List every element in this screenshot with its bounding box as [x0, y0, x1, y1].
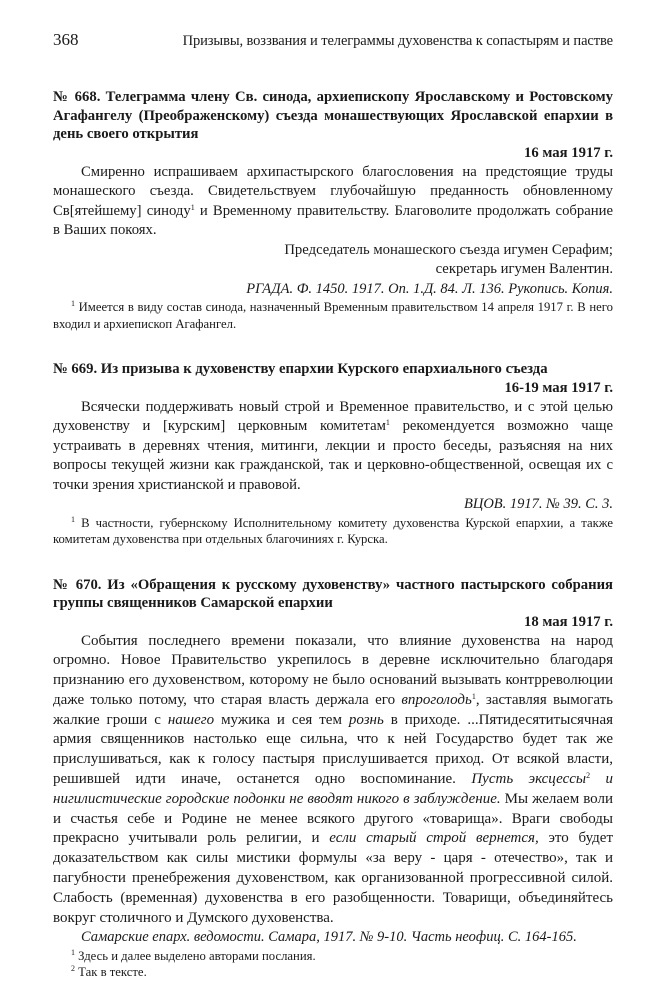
running-header: [53, 30, 613, 50]
footnote-ref: 2: [586, 771, 591, 781]
signature: секретарь игумен Валентин.: [435, 261, 613, 277]
document-title: № 668. Телеграмма члену Св. синода, архиепископу Ярославскому и Ростовскому Агафангелу (Преображенскому) съезда монашествующих Ярославской епархии в день своего открытия: [53, 89, 613, 142]
archival-source: РГАДА. Ф. 1450. 1917. Оп. 1.Д. 84. Л. 136. Рукопись. Копия.: [246, 280, 613, 297]
running-title: Призывы, воззвания и телеграммы духовенства к сопастырям и пастве: [182, 33, 613, 49]
document-669: [53, 360, 613, 548]
footnote-ref: 1: [190, 202, 195, 212]
document-668: [53, 88, 613, 332]
document-title: № 670. Из «Обращения к русскому духовенству» частного пастырского собрания группы священников Самарской епархии: [53, 576, 613, 611]
document-date: 18 мая 1917 г.: [524, 613, 613, 630]
document-title: № 669. Из призыва к духовенству епархии Курского епархиального съезда: [53, 361, 548, 377]
footnote: $^2$ Так в тексте.: [71, 964, 147, 980]
document-text: Всячески поддерживать новый строй и Временное правительство, и с этой целью духовенству и [курским] церковным комитетам$^1$ рекомендуется возможно чаще устраивать в деревнях чтения, митинги, лекции и просто беседы, разъясняя на них вопросы текущей жизни как гражданской, так и церковно-общественной, освещая их с точки зрения христианской и правовой.: [53, 398, 613, 493]
archival-source: Самарские епарх. ведомости. Самара, 1917. № 9-10. Часть неофиц. С. 164-165.: [81, 929, 577, 946]
footnote: $^1$ В частности, губернскому Исполнительному комитету духовенства Курской епархии, а также комитетам духовенства при отдельных благочиниях г. Курска.: [53, 514, 613, 546]
footnote-ref: 1: [471, 691, 476, 701]
footnote: $^1$ Здесь и далее выделено авторами послания.: [71, 947, 316, 963]
document-text: События последнего времени показали, что влияние духовенства на народ огромно. Новое Правительство укрепилось в деревне исключительно благодаря признанию его духовенством, которому не было оснований вызывать контрреволюции даже только потому, что старая власть держала его впроголодь$^1$, заставляя вымогать жалкие гроши с нашего мужика и сея тем рознь в приходе. ...Пятидесятитысячная армия священников настолько еще сильна, что к ней Государство будет так же прислушиваться, как к голосу пастыря прислушивается приход. От всякой власти, решившей идти иначе, останется одно воспоминание. Пусть эксцессы$^2$ и нигилистические городские подонки не вводят никого в заблуждение. Мы желаем воли и счастья себе и Родине не менее всякого другого «товарища». Враги свободы прекрасно учитывали роль религии, и если старый строй вернется, это будет доказательством как силы мистики формулы «за веру - царя - отечество», так и пагубности пренебрежения духовенством, как организованной прогрессивной силой. Слабость (временная) духовенства в его разобщенности. Товарищи, объединяйтесь вокруг столичного и Думского духовенства.: [53, 632, 614, 926]
footnote: $^1$ Имеется в виду состав синода, назначенный Временным правительством 14 апреля 1917 г. В него входил и архиепископ Агафангел.: [53, 299, 613, 331]
document-page: [53, 30, 613, 981]
document-date: 16-19 мая 1917 г.: [504, 379, 613, 396]
page-number: 368: [53, 30, 79, 49]
document-text: Смиренно испрашиваем архипастырского благословения на предстоящие труды монашеского съезда. Свидетельствуем глубочайшую преданность обновленному Св[ятейшему] синоду$^1$ и Временному правительству. Благоволите продолжать собрание в Ваших покоях.: [53, 163, 613, 238]
document-670: [53, 576, 613, 981]
archival-source: ВЦОВ. 1917. № 39. С. 3.: [463, 496, 613, 512]
document-date: 16 мая 1917 г.: [524, 144, 613, 161]
signature: Председатель монашеского съезда игумен Серафим;: [284, 241, 613, 258]
footnote-ref: 1: [385, 418, 390, 427]
